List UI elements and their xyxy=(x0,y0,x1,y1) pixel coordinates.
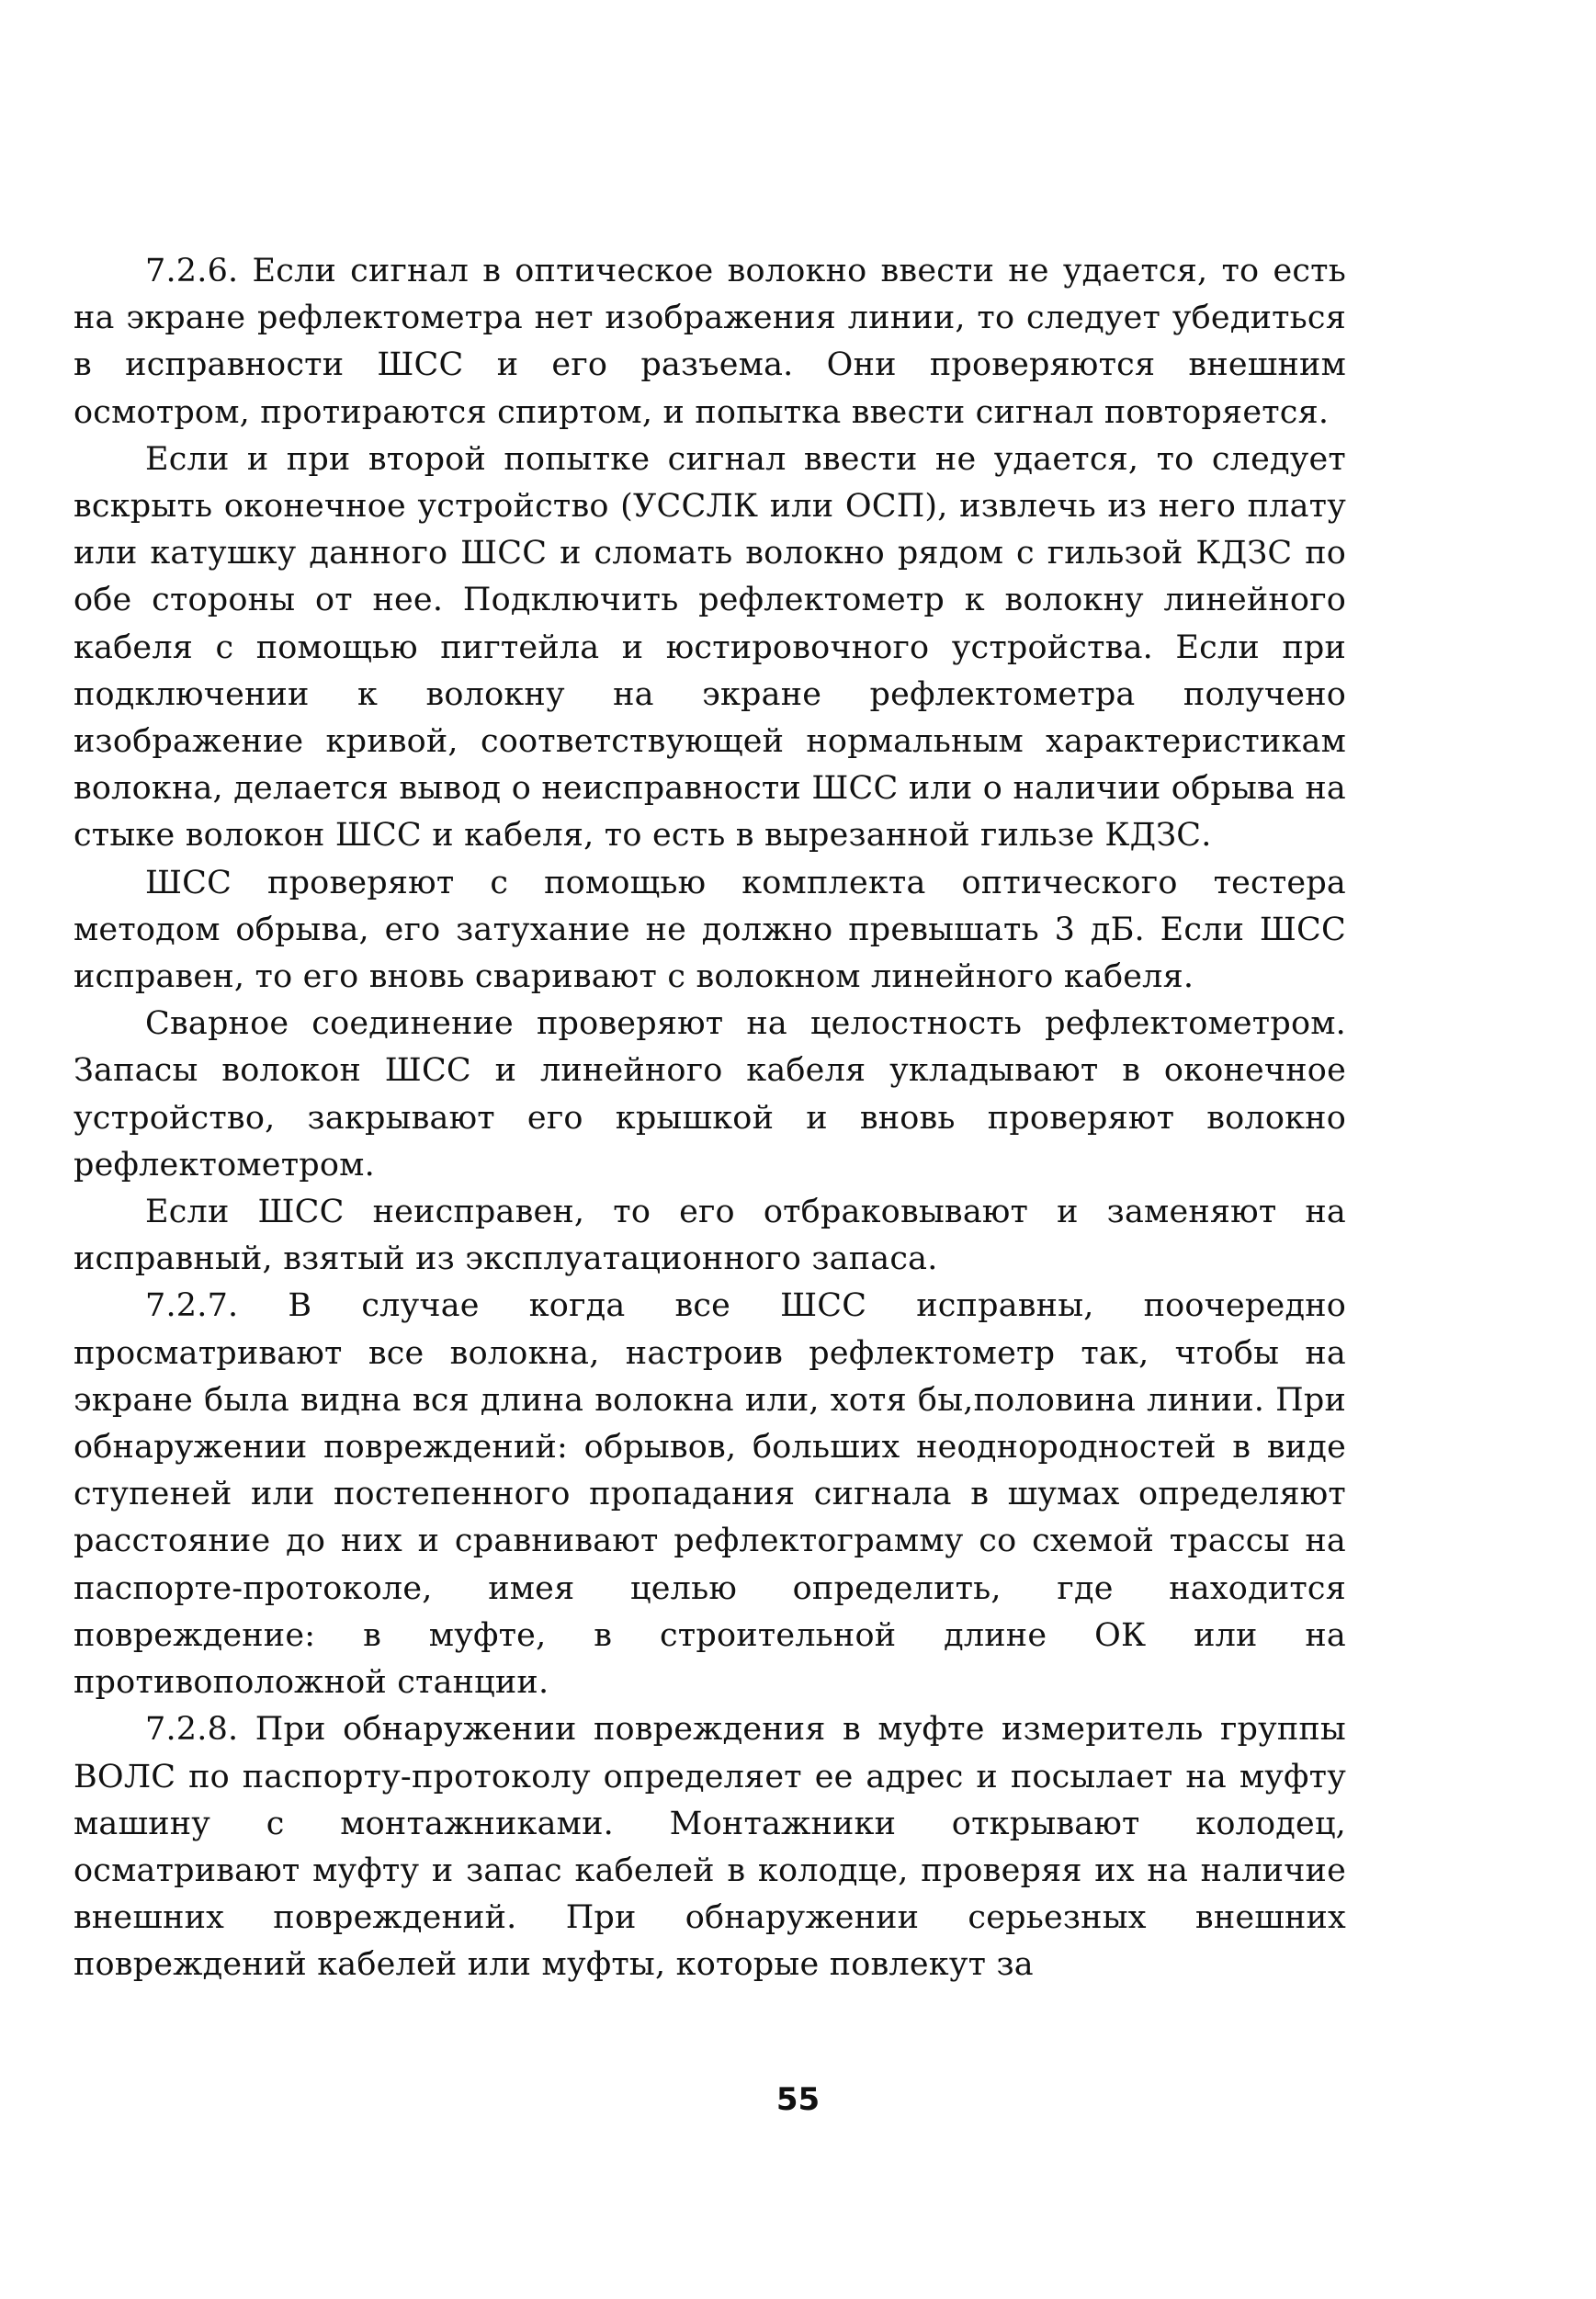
paragraph-7-2-6: 7.2.6. Если сигнал в оптическое волокно ввести не удается, то есть на экране рефлектометра нет изображения линии, то следует убедиться в исправности ШСС и его разъема. Они проверяются внешним осмотром, протираются спиртом, и попытка ввести сигнал повторяется. xyxy=(74,253,1346,431)
paragraph-shss-replace: Если ШСС неисправен, то его отбраковывают и заменяют на исправный, взятый из эксплуатационного запаса. xyxy=(74,1194,1346,1278)
paragraph-second-attempt: Если и при второй попытке сигнал ввести не удается, то следует вскрыть оконечное устройство (УССЛК или ОСП), извлечь из него плату или катушку данного ШСС и сломать волокно рядом с гильзой КДЗС по обе стороны от нее. Подключить рефлектометр к волокну линейного кабеля с помощью пигтейла и юстировочного устройства. Если при подключении к волокну на экране рефлектометра получено изображение кривой, соответствующей нормальным характеристикам волокна, делается вывод о неисправности ШСС или о наличии обрыва на стыке волокон ШСС и кабеля, то есть в вырезанной гильзе КДЗС. xyxy=(74,440,1346,855)
body-text xyxy=(74,248,1346,1989)
paragraph-weld-check: Сварное соединение проверяют на целостность рефлектометром. Запасы волокон ШСС и линейного кабеля укладывают в оконечное устройство, закрывают его крышкой и вновь проверяют волокно рефлектометром. xyxy=(74,1005,1346,1183)
paragraph-shss-check: ШСС проверяют с помощью комплекта оптического тестера методом обрыва, его затухание не должно превышать 3 дБ. Если ШСС исправен, то его вновь сваривают с волокном линейного кабеля. xyxy=(74,864,1346,996)
paragraph-7-2-7: 7.2.7. В случае когда все ШСС исправны, поочередно просматривают все волокна, настроив рефлектометр так, чтобы на экране была видна вся длина волокна или, хотя бы,половина линии. При обнаружении повреждений: обрывов, больших неоднородностей в виде ступеней или постепенного пропадания сигнала в шумах определяют расстояние до них и сравнивают рефлектограмму со схемой трассы на паспорте-протоколе, имея целью определить, где находится повреждение: в муфте, в строительной длине ОК или на противоположной станции. xyxy=(74,1287,1346,1702)
paragraph-7-2-8: 7.2.8. При обнаружении повреждения в муфте измеритель группы ВОЛС по паспорту-протоколу определяет ее адрес и посылает на муфту машину с монтажниками. Монтажники открывают колодец, осматривают муфту и запас кабелей в колодце, проверяя их на наличие внешних повреждений. При обнаружении серьезных внешних повреждений кабелей или муфты, которые повлекут за xyxy=(74,1711,1346,1984)
page-number: 55 xyxy=(775,2081,821,2118)
